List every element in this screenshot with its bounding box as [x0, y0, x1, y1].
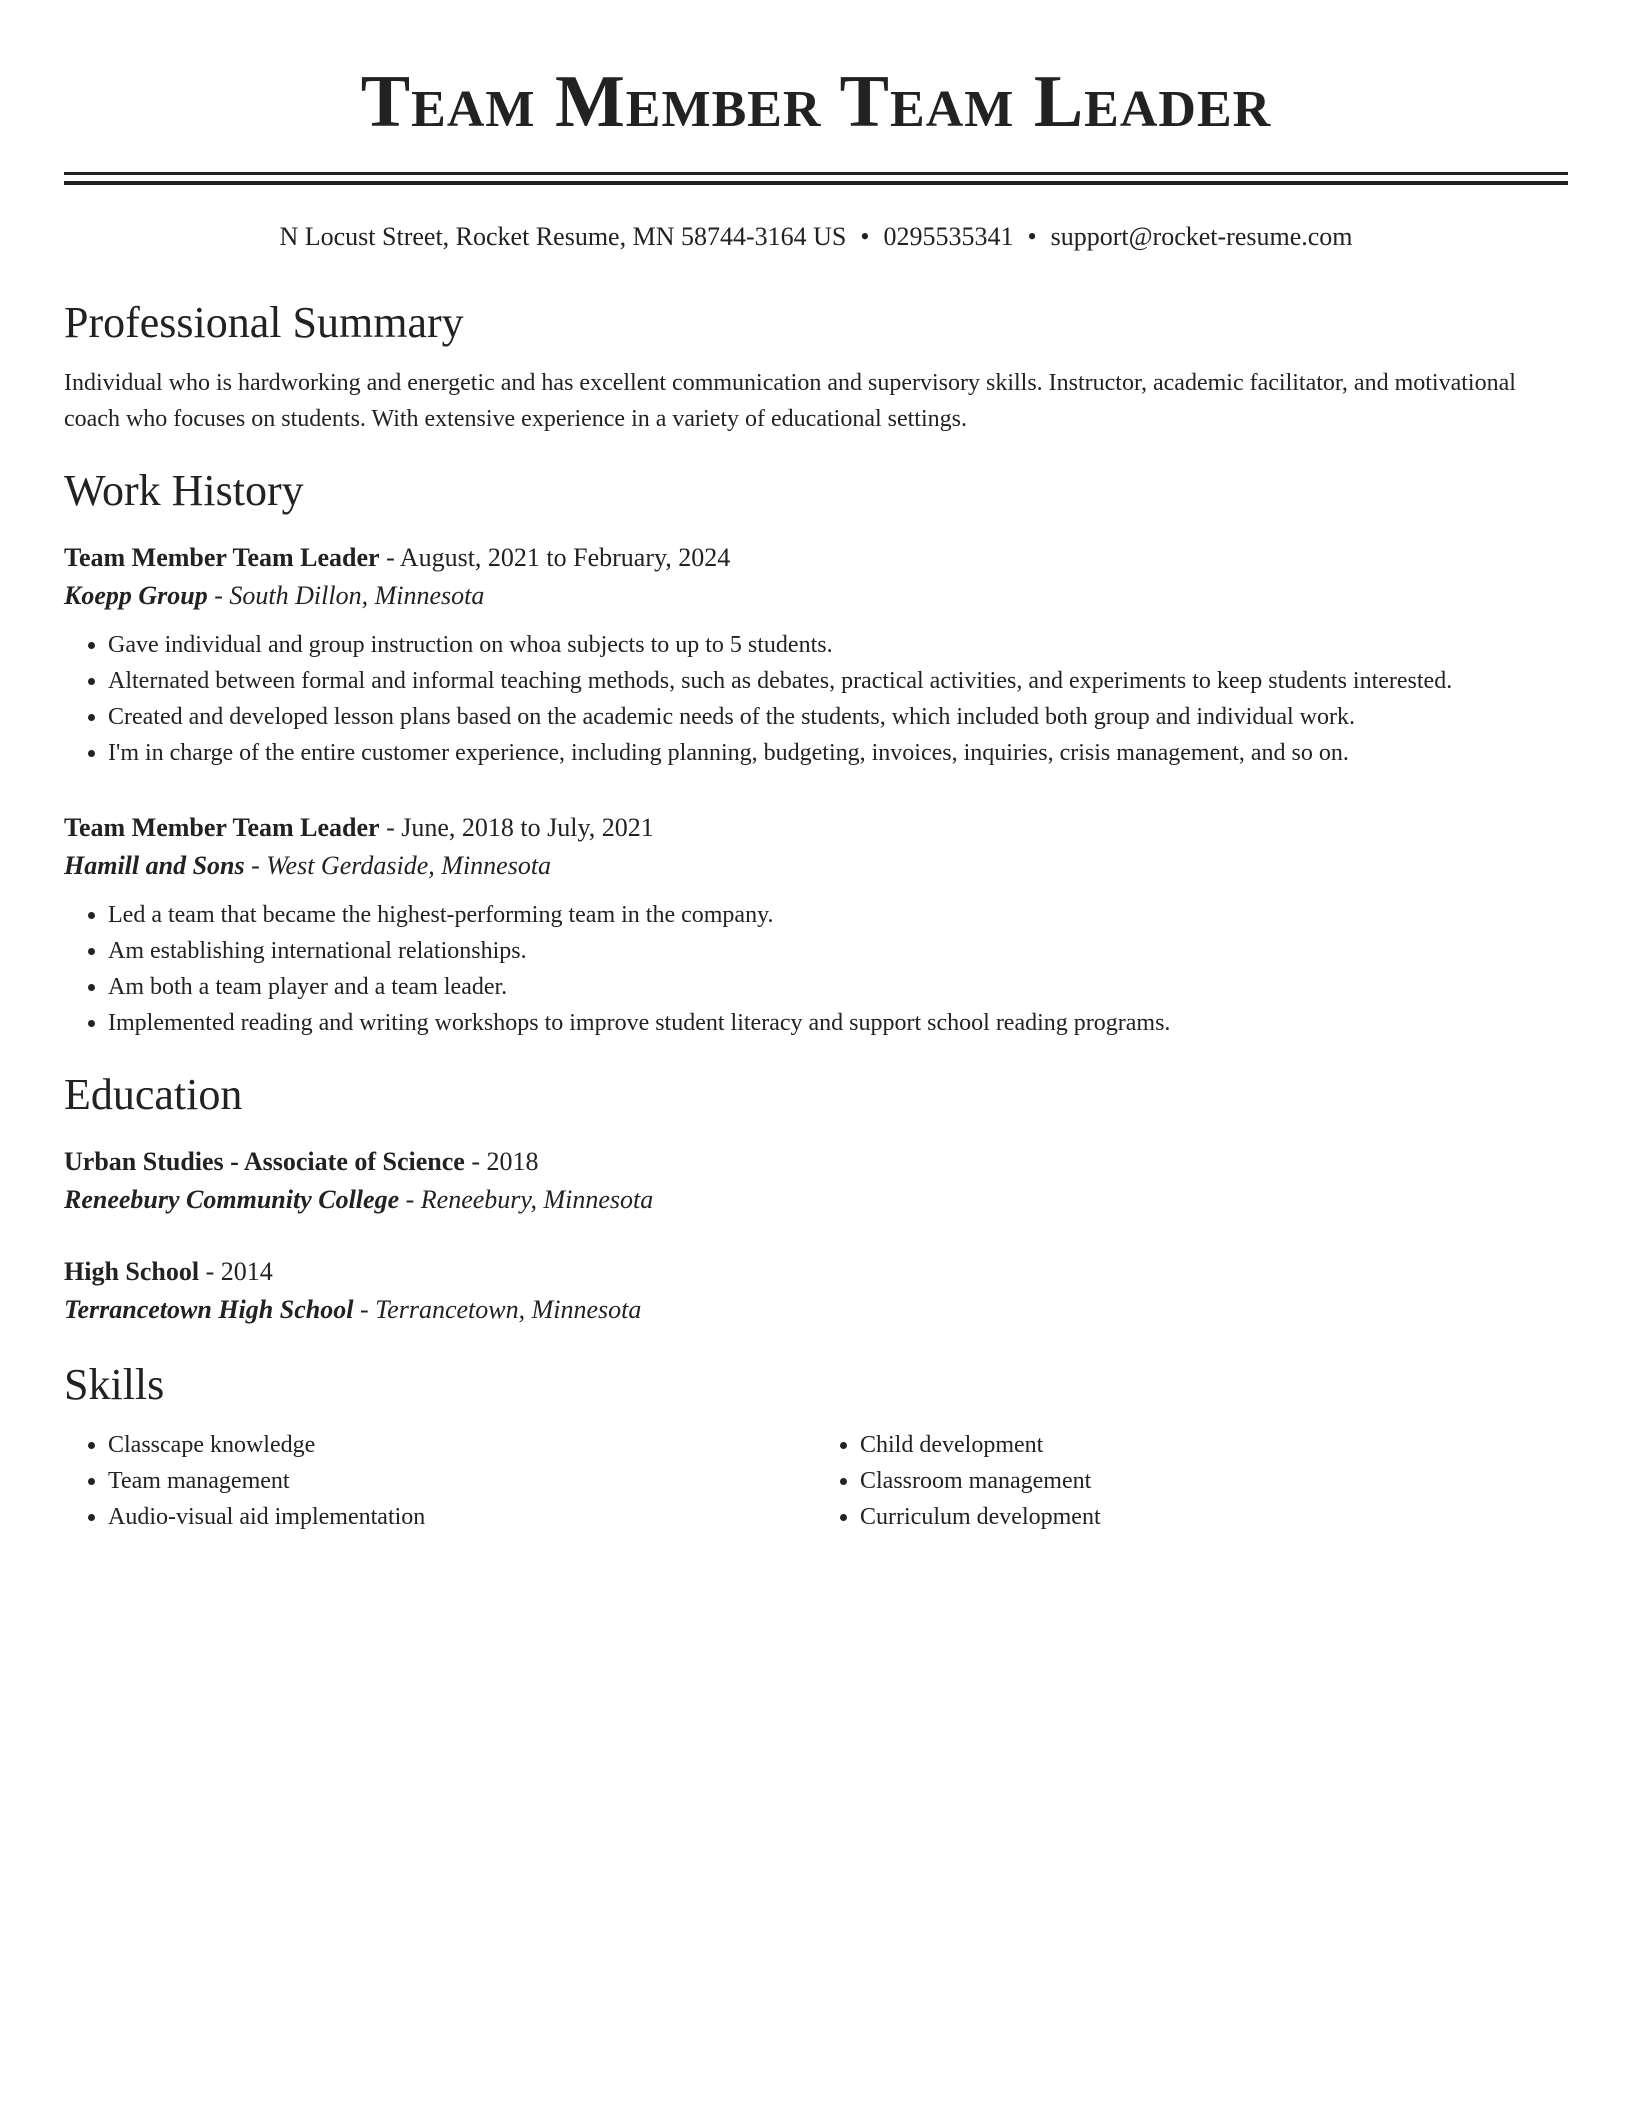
job-bullet: • Am establishing international relationships. — [108, 933, 1568, 969]
job-bullet: • Created and developed lesson plans based on the academic needs of the students, which included both group and individual work. — [108, 699, 1568, 735]
contact-separator: • — [1027, 222, 1037, 251]
education-year: - 2018 — [464, 1147, 539, 1176]
job-position: Team Member Team Leader — [64, 813, 380, 842]
skill-item: • Classroom management — [860, 1463, 1568, 1499]
job-company: Hamill and Sons — [64, 851, 245, 880]
job-entry — [64, 539, 1568, 771]
skills-list-right — [816, 1427, 1568, 1535]
education-degree: High School — [64, 1257, 200, 1286]
education-school: Terrancetown High School — [64, 1295, 354, 1324]
job-entry — [64, 809, 1568, 1041]
skill-item: • Classcape knowledge — [108, 1427, 816, 1463]
contact-email: support@rocket-resume.com — [1050, 222, 1353, 251]
education-location: - Terrancetown, Minnesota — [353, 1295, 642, 1324]
job-title-line — [64, 809, 1568, 847]
job-bullet: • Gave individual and group instruction on whoa subjects to up to 5 students. — [108, 627, 1568, 663]
job-location: - South Dillon, Minnesota — [207, 581, 485, 610]
skills-list-left — [64, 1427, 816, 1535]
education-school-line — [64, 1181, 1568, 1219]
contact-phone: 0295535341 — [883, 222, 1014, 251]
education-degree-line — [64, 1253, 1568, 1291]
job-dates: - June, 2018 to July, 2021 — [379, 813, 654, 842]
job-bullet: • Am both a team player and a team leader. — [108, 969, 1568, 1005]
education-degree-line — [64, 1143, 1568, 1181]
skill-item: • Team management — [108, 1463, 816, 1499]
job-bullets — [64, 627, 1568, 771]
resume-page — [64, 0, 1568, 1535]
job-dates: - August, 2021 to February, 2024 — [379, 543, 731, 572]
education-entry — [64, 1143, 1568, 1219]
contact-address: N Locust Street, Rocket Resume, MN 58744-3164 US — [279, 222, 847, 251]
job-bullet: • Alternated between formal and informal teaching methods, such as debates, practical activities, and experiments to keep students interested. — [108, 663, 1568, 699]
job-company-line — [64, 577, 1568, 615]
education-location: - Reneebury, Minnesota — [399, 1185, 654, 1214]
header-rule-bottom — [64, 181, 1568, 185]
job-bullet: • Implemented reading and writing workshops to improve student literacy and support school reading programs. — [108, 1005, 1568, 1041]
job-bullet: • Led a team that became the highest-performing team in the company. — [108, 897, 1568, 933]
education-school: Reneebury Community College — [64, 1185, 400, 1214]
candidate-name: Team Member Team Leader — [360, 61, 1272, 143]
job-bullet: • I'm in charge of the entire customer experience, including planning, budgeting, invoices, inquiries, crisis management, and so on. — [108, 735, 1568, 771]
education-entry — [64, 1253, 1568, 1329]
header-rule-top — [64, 172, 1568, 175]
skills-heading: Skills — [64, 1360, 165, 1409]
job-title-line — [64, 539, 1568, 577]
work-history-heading: Work History — [64, 466, 304, 515]
education-heading: Education — [64, 1070, 243, 1119]
job-location: - West Gerdaside, Minnesota — [244, 851, 552, 880]
skill-item: • Audio-visual aid implementation — [108, 1499, 816, 1535]
education-degree: Urban Studies - Associate of Science — [64, 1147, 465, 1176]
skill-item: • Child development — [860, 1427, 1568, 1463]
job-company: Koepp Group — [64, 581, 208, 610]
job-bullets — [64, 897, 1568, 1041]
summary-heading: Professional Summary — [64, 298, 464, 347]
skills-columns — [64, 1427, 1568, 1535]
contact-line — [64, 221, 1568, 253]
education-year: - 2014 — [199, 1257, 273, 1286]
education-school-line — [64, 1291, 1568, 1329]
skill-item: • Curriculum development — [860, 1499, 1568, 1535]
job-company-line — [64, 847, 1568, 885]
summary-text: Individual who is hardworking and energetic and has excellent communication and supervisory skills. Instructor, academic facilitator, and motivational coach who focuses on students. With extensive experience in a variety of educational settings. — [64, 370, 1516, 432]
job-position: Team Member Team Leader — [64, 543, 380, 572]
contact-separator: • — [860, 222, 870, 251]
